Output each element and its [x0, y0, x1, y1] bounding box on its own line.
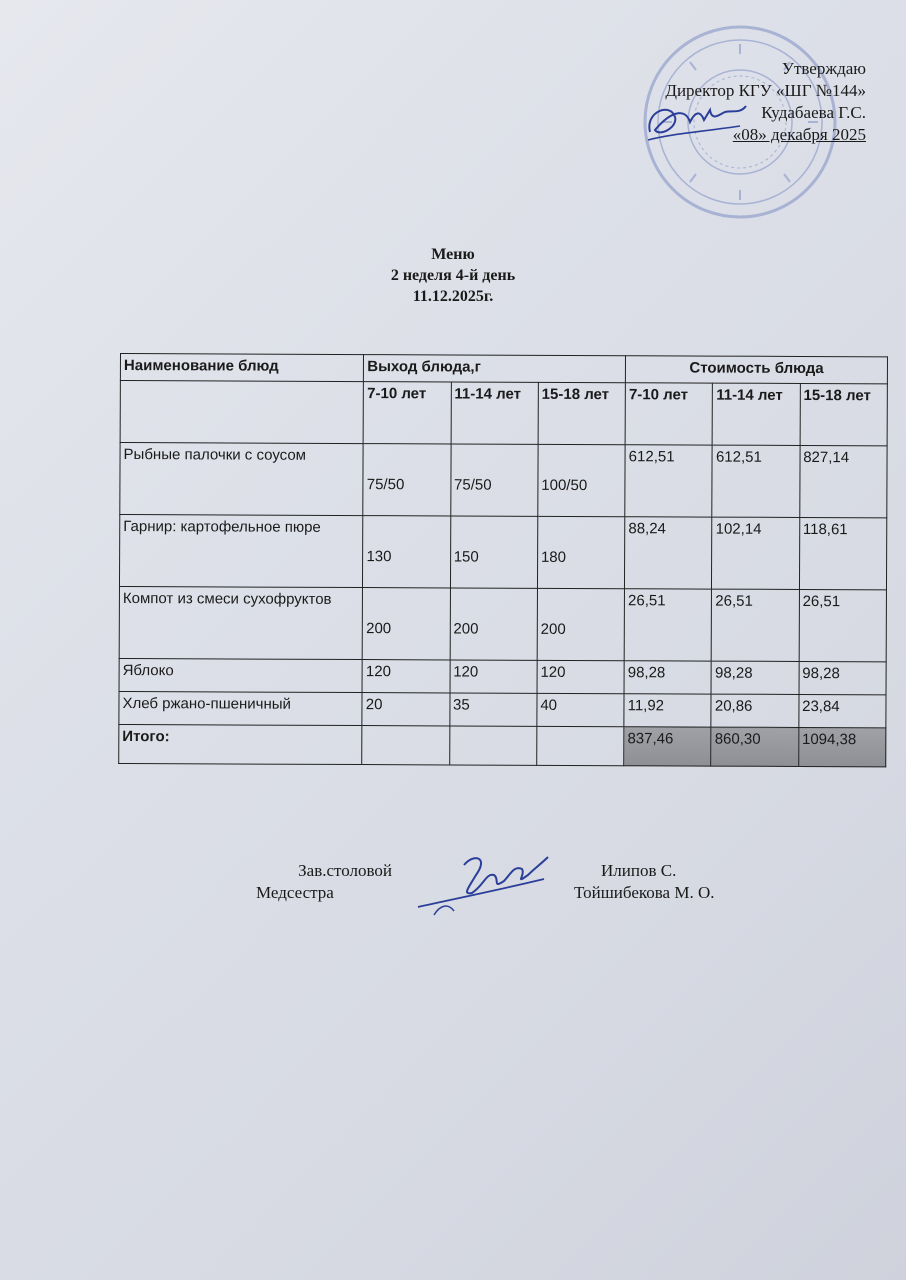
signature-names	[574, 860, 715, 904]
role-canteen-head: Зав.столовой	[298, 861, 392, 880]
price-cell: 118,61	[799, 517, 887, 589]
age-weight-1: 7-10 лет	[363, 382, 451, 444]
title-line-3: 11.12.2025г.	[412, 288, 494, 305]
price-cell: 20,86	[711, 694, 798, 727]
table-row	[119, 515, 886, 590]
weight-cell: 75/50	[450, 444, 538, 516]
header-dish-name: Наименование блюд	[120, 354, 363, 382]
price-cell: 26,51	[712, 589, 800, 661]
table-header-row	[120, 354, 887, 384]
dish-name: Яблоко	[119, 658, 362, 692]
age-weight-3: 15-18 лет	[538, 382, 626, 444]
price-cell: 102,14	[712, 517, 800, 589]
weight-cell: 120	[450, 660, 537, 693]
price-cell: 98,28	[711, 661, 798, 694]
price-cell: 98,28	[799, 661, 886, 694]
approval-word: Утверждаю	[781, 59, 866, 78]
price-cell: 88,24	[625, 517, 713, 589]
age-empty-cell	[120, 381, 364, 444]
price-cell: 26,51	[799, 589, 887, 661]
weight-cell: 200	[537, 588, 625, 660]
weight-cell: 35	[449, 693, 536, 726]
price-cell: 23,84	[799, 694, 886, 727]
table-row	[119, 658, 886, 694]
weight-cell: 40	[537, 693, 624, 726]
dish-name: Гарнир: картофельное пюре	[119, 515, 363, 588]
title-line-1: Меню	[431, 246, 475, 263]
canteen-signature-icon	[414, 845, 554, 925]
weight-cell: 200	[450, 588, 538, 660]
menu-table	[118, 353, 888, 767]
weight-cell: 100/50	[538, 444, 626, 516]
header-price: Стоимость блюда	[626, 356, 888, 384]
price-cell: 612,51	[712, 445, 800, 517]
name-nurse: Тойшибекова М. О.	[574, 883, 715, 902]
name-canteen-head: Илипов С.	[601, 861, 677, 880]
weight-cell: 20	[362, 693, 449, 726]
total-price-cell: 860,30	[711, 727, 798, 766]
dish-name: Хлеб ржано-пшеничный	[119, 691, 362, 725]
role-nurse: Медсестра	[256, 883, 334, 902]
table-row	[120, 443, 887, 518]
table-row	[119, 691, 886, 727]
price-cell: 98,28	[624, 661, 711, 694]
price-cell: 11,92	[624, 694, 711, 727]
price-cell: 612,51	[625, 445, 713, 517]
signature-roles	[256, 860, 392, 904]
total-price-cell: 837,46	[624, 727, 711, 766]
dish-name: Компот из смеси сухофруктов	[119, 586, 363, 659]
approval-name: Кудабаева Г.С.	[761, 103, 866, 122]
total-empty-cell	[449, 726, 536, 765]
price-cell: 26,51	[624, 589, 712, 661]
approval-position: Директор КГУ «ШГ №144»	[665, 81, 866, 100]
header-weight: Выход блюда,г	[364, 355, 626, 383]
weight-cell: 150	[450, 516, 538, 588]
total-price-cell: 1094,38	[798, 727, 885, 766]
weight-cell: 75/50	[363, 444, 451, 516]
age-price-3: 15-18 лет	[800, 383, 888, 445]
total-empty-cell	[362, 726, 449, 765]
age-weight-2: 11-14 лет	[451, 382, 539, 444]
table-age-row	[120, 381, 887, 446]
approval-date: «08» декабря 2025	[732, 125, 866, 144]
weight-cell: 180	[537, 516, 625, 588]
weight-cell: 120	[362, 660, 449, 693]
total-empty-cell	[537, 726, 624, 765]
price-cell: 827,14	[799, 445, 887, 517]
dish-name: Рыбные палочки с соусом	[120, 443, 364, 516]
title-line-2: 2 неделя 4-й день	[390, 267, 516, 284]
age-price-1: 7-10 лет	[625, 383, 713, 445]
table-row	[119, 586, 886, 661]
table-total-row	[119, 724, 886, 766]
weight-cell: 130	[363, 516, 451, 588]
total-label: Итого:	[119, 724, 363, 764]
weight-cell: 200	[363, 588, 451, 660]
director-signature-icon	[640, 92, 750, 152]
page-title	[0, 244, 906, 307]
weight-cell: 120	[537, 660, 624, 693]
age-price-2: 11-14 лет	[713, 383, 801, 445]
